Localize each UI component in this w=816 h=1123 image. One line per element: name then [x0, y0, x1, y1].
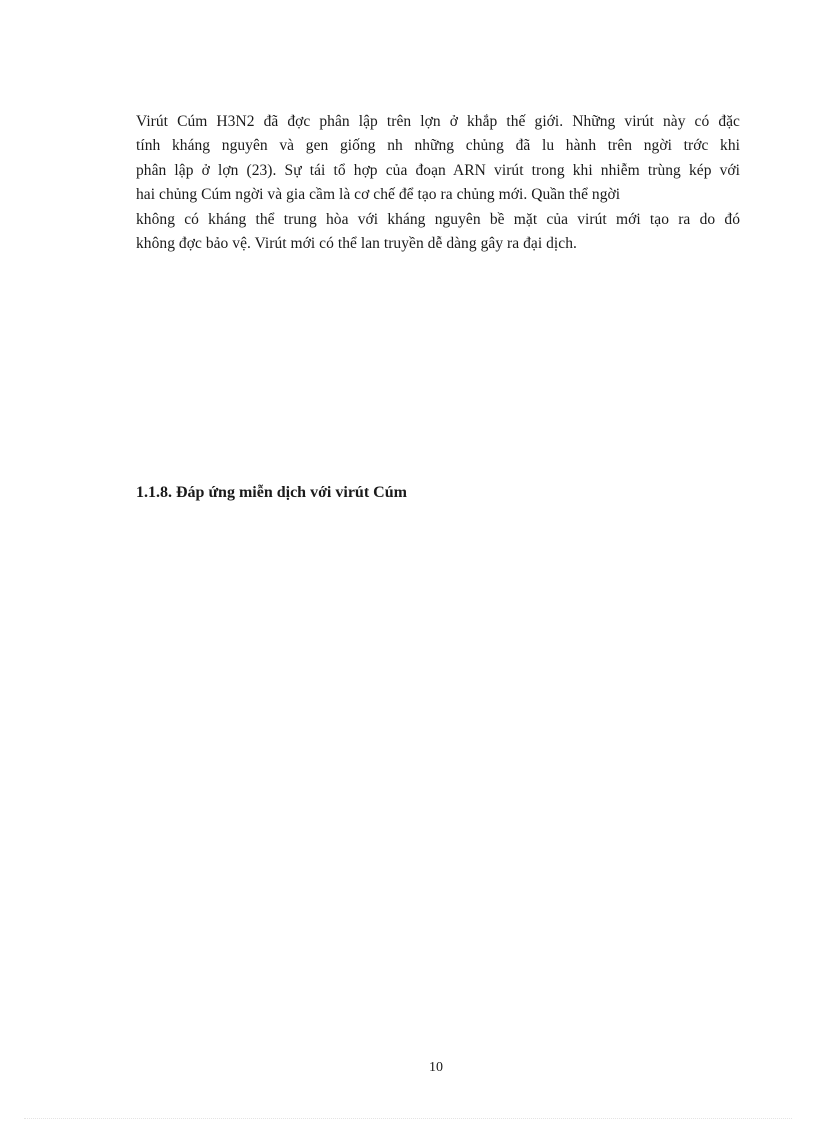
paragraph-line: tính kháng nguyên và gen giống nh những chủng đã lu hành trên ngời trớc khi — [136, 137, 740, 155]
paragraph-line: không đợc bảo vệ. Virút mới có thể lan truyền dễ dàng gây ra đại dịch. — [136, 235, 577, 253]
body-paragraph — [136, 110, 740, 256]
section-heading: 1.1.8. Đáp ứng miễn dịch với virút Cúm — [136, 484, 407, 501]
page-number: 10 — [429, 1060, 443, 1075]
footer-divider — [24, 1118, 792, 1119]
paragraph-line: hai chủng Cúm ngời và gia cầm là cơ chế để tạo ra chủng mới. Quần thể ngời — [136, 186, 621, 204]
paragraph-line: phân lập ở lợn (23). Sự tái tổ hợp của đoạn ARN virút trong khi nhiễm trùng kép với — [136, 161, 740, 179]
paragraph-line: Virút Cúm H3N2 đã đợc phân lập trên lợn ở khắp thế giới. Những virút này có đặc — [136, 113, 740, 130]
paragraph-line: không có kháng thể trung hòa với kháng nguyên bề mặt của virút mới tạo ra do đó — [136, 210, 740, 228]
